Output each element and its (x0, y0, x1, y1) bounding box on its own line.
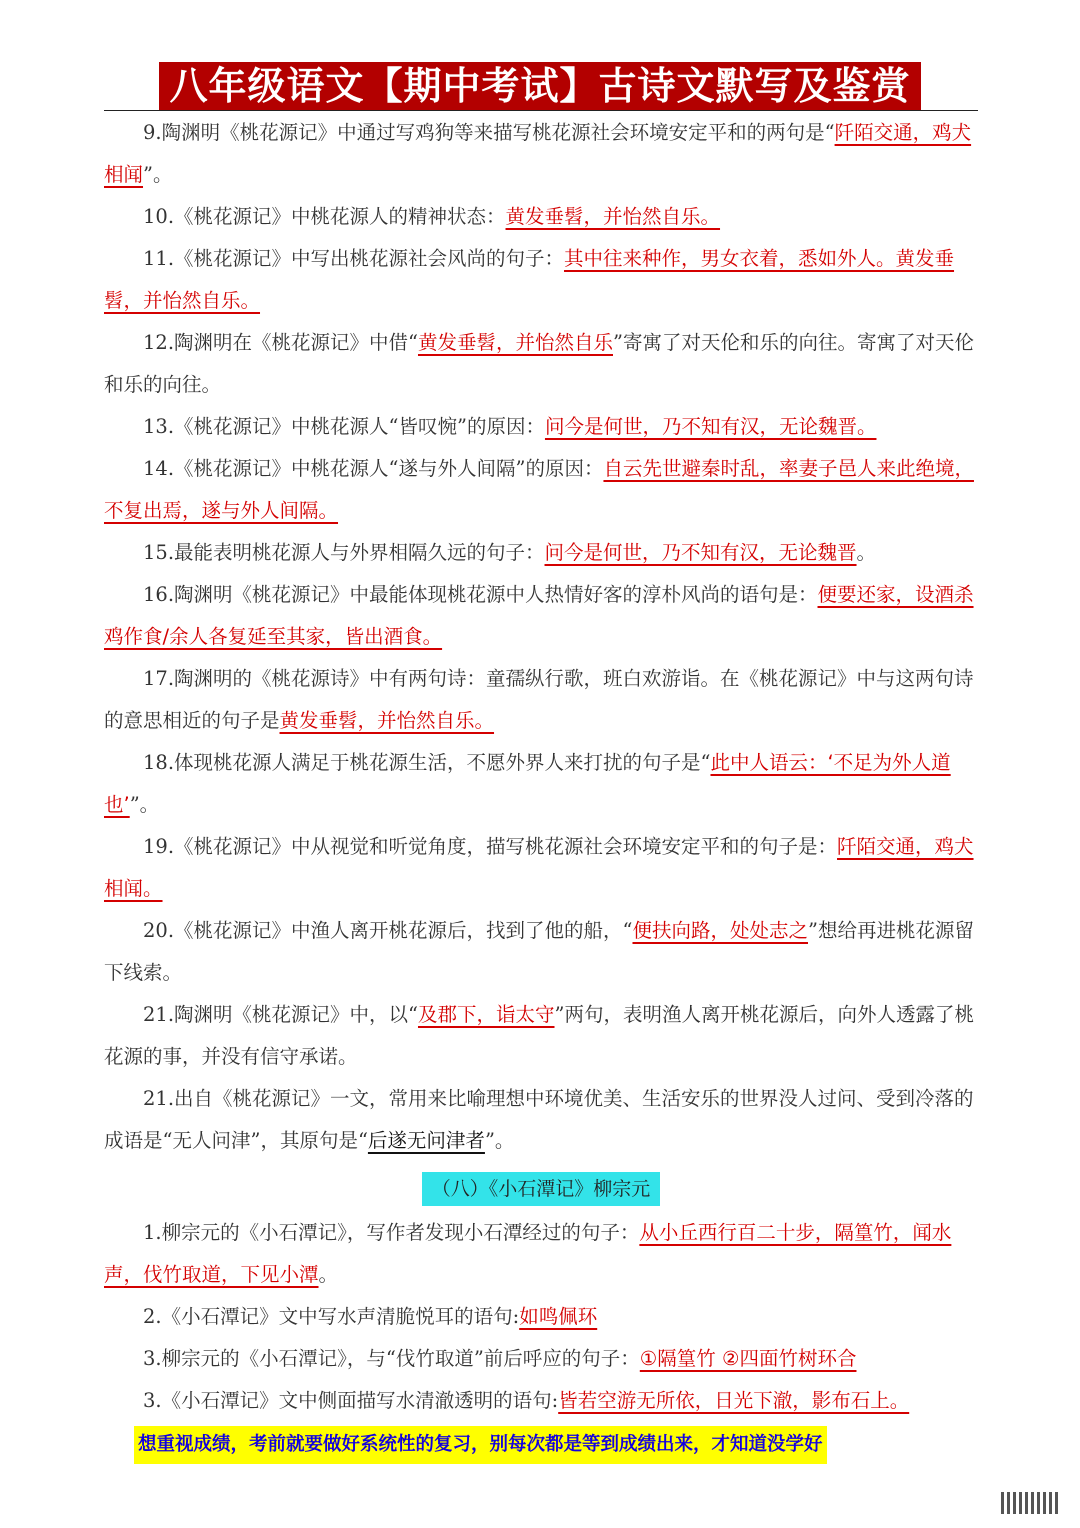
answer: 后遂无问津者 (367, 1129, 485, 1152)
question-item: 13.《桃花源记》中桃花源人“皆叹惋”的原因：问今是何世，乃不知有汉，无论魏晋。 (143, 415, 877, 438)
answer: 自云先世避秦时乱，率妻子邑人来此绝境，不复出焉，遂与外人间隔。 (104, 457, 974, 522)
question-item: 16.陶渊明《桃花源记》中最能体现桃花源中人热情好客的淳朴风尚的语句是：便要还家，设酒杀鸡作食/余人各复延至其家，皆出酒食。 (104, 583, 974, 648)
question-item: 3.柳宗元的《小石潭记》，与“伐竹取道”前后呼应的句子：①隔篁竹 ②四面竹树环合 (143, 1347, 857, 1370)
section-heading: （八）《小石潭记》柳宗元 (104, 1168, 978, 1210)
question-item: 21.陶渊明《桃花源记》中，以“及郡下，诣太守”两句，表明渔人离开桃花源后，向外人透露了桃花源的事，并没有信守承诺。 (104, 1003, 974, 1068)
answer: 便扶向路，处处志之 (632, 919, 808, 942)
answer: 阡陌交通，鸡犬相闻。 (104, 835, 974, 900)
question-item: 3.《小石潭记》文中侧面描写水清澈透明的语句:皆若空游无所依，日光下澈，影布石上。 (143, 1389, 910, 1412)
question-item: 21.出自《桃花源记》一文，常用来比喻理想中环境优美、生活安乐的世界没人过问、受到冷落的成语是“无人问津”，其原句是“后遂无问津者”。 (104, 1087, 974, 1152)
question-item: 19.《桃花源记》中从视觉和听觉角度，描写桃花源社会环境安定平和的句子是：阡陌交通，鸡犬相闻。 (104, 835, 974, 900)
answer: 皆若空游无所依，日光下澈，影布石上。 (558, 1389, 910, 1412)
answer: 从小丘西行百二十步，隔篁竹，闻水声，伐竹取道，下见小潭 (104, 1221, 952, 1286)
answer: ①隔篁竹 ②四面竹树环合 (639, 1347, 857, 1370)
title-divider (104, 110, 978, 111)
question-item: 17.陶渊明的《桃花源诗》中有两句诗：童孺纵行歌，班白欢游诣。在《桃花源记》中与这两句诗的意思相近的句子是黄发垂髫，并怡然自乐。 (104, 667, 974, 732)
watermark-bars-icon (1001, 1492, 1058, 1514)
content (104, 112, 978, 1422)
reminder-banner: 想重视成绩，考前就要做好系统性的复习，别每次都是等到成绩出来，才知道没学好 (134, 1426, 827, 1464)
page-title: 八年级语文【期中考试】古诗文默写及鉴赏 (159, 62, 920, 110)
question-item: 10.《桃花源记》中桃花源人的精神状态：黄发垂髫，并怡然自乐。 (143, 205, 721, 228)
question-item: 20.《桃花源记》中渔人离开桃花源后，找到了他的船，“便扶向路，处处志之”想给再进桃花源留下线索。 (104, 919, 974, 984)
question-item: 2.《小石潭记》文中写水声清脆悦耳的语句:如鸣佩环 (143, 1305, 598, 1328)
question-item: 9.陶渊明《桃花源记》中通过写鸡狗等来描写桃花源社会环境安定平和的两句是“阡陌交通，鸡犬相闻”。 (104, 121, 972, 186)
question-item: 18.体现桃花源人满足于桃花源生活，不愿外界人来打扰的句子是“此中人语云：‘不足为外人道也’”。 (104, 751, 951, 816)
answer: 阡陌交通，鸡犬相闻 (104, 121, 972, 186)
answer: 如鸣佩环 (519, 1305, 598, 1328)
question-item: 11.《桃花源记》中写出桃花源社会风尚的句子：其中往来种作，男女衣着，悉如外人。黄发垂髫，并怡然自乐。 (104, 247, 955, 312)
title-wrap (0, 62, 1080, 110)
question-item: 1.柳宗元的《小石潭记》，写作者发现小石潭经过的句子：从小丘西行百二十步，隔篁竹，闻水声，伐竹取道，下见小潭。 (104, 1221, 952, 1286)
question-item: 15.最能表明桃花源人与外界相隔久远的句子：问今是何世，乃不知有汉，无论魏晋。 (143, 541, 877, 564)
answer: 问今是何世，乃不知有汉，无论魏晋 (544, 541, 857, 564)
question-item: 12.陶渊明在《桃花源记》中借“黄发垂髫，并怡然自乐”寄寓了对天伦和乐的向往。寄寓了对天伦和乐的向往。 (104, 331, 974, 396)
answer: 及郡下，诣太守 (417, 1003, 555, 1026)
answer: 黄发垂髫，并怡然自乐。 (505, 205, 721, 228)
answer: 黄发垂髫，并怡然自乐。 (279, 709, 495, 732)
answer: 其中往来种作，男女衣着，悉如外人。黄发垂髫，并怡然自乐。 (104, 247, 955, 312)
answer: 此中人语云：‘不足为外人道也’ (104, 751, 951, 816)
question-item: 14.《桃花源记》中桃花源人“遂与外人间隔”的原因：自云先世避秦时乱，率妻子邑人来此绝境，不复出焉，遂与外人间隔。 (104, 457, 974, 522)
answer: 问今是何世，乃不知有汉，无论魏晋。 (544, 415, 877, 438)
answer: 黄发垂髫，并怡然自乐 (417, 331, 613, 354)
answer: 便要还家，设酒杀鸡作食/余人各复延至其家，皆出酒食。 (104, 583, 974, 648)
